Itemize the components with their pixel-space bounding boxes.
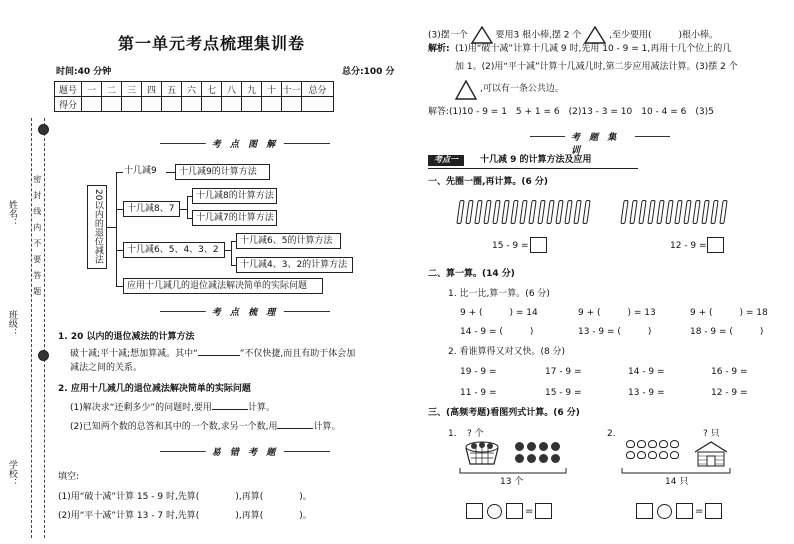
- apple-icon: [539, 454, 548, 463]
- score-input[interactable]: [262, 97, 282, 112]
- operator-circle[interactable]: [487, 504, 502, 519]
- score-input[interactable]: [102, 97, 122, 112]
- score-cell: 题号: [55, 82, 82, 97]
- counting-stick: [483, 200, 491, 224]
- review-heading-1: 1. 20 以内的退位减法的计算方法: [58, 332, 195, 342]
- chick-icon: [637, 451, 646, 459]
- counting-stick: [656, 200, 664, 224]
- fill-blank[interactable]: [277, 428, 313, 429]
- mindmap-root: 20以内的退位减法: [87, 185, 107, 269]
- score-input[interactable]: [182, 97, 202, 112]
- counting-stick: [474, 200, 482, 224]
- mindmap-spine: [116, 172, 117, 286]
- score-input[interactable]: [282, 97, 302, 112]
- apple-icon: [551, 454, 560, 463]
- counting-stick: [647, 200, 655, 224]
- review-text: 破十减;平十减;想加算减。其中“ ”不仅快捷,而且有助于体会加: [70, 349, 356, 359]
- seal-line-inner: [44, 118, 45, 538]
- chick-icon: [670, 440, 679, 448]
- q2-sub2: 2. 看谁算得又对又快。(8 分): [448, 347, 566, 357]
- score-cell: 二: [102, 82, 122, 97]
- q2-item[interactable]: 9 + ( ) = 14: [460, 308, 538, 318]
- name-label: 姓名：: [6, 200, 17, 227]
- score-input[interactable]: [302, 97, 334, 112]
- score-cell: 十: [262, 82, 282, 97]
- answer-text: 解答:(1)10 - 9 = 1 5 + 1 = 6 (2)13 - 3 = 10 10 - 4 = 6 (3)5: [428, 107, 714, 117]
- counting-stick: [665, 200, 673, 224]
- chick-icon: [670, 451, 679, 459]
- q2-item[interactable]: 17 - 9 =: [545, 367, 582, 377]
- apple-icon: [515, 454, 524, 463]
- counting-stick: [710, 200, 718, 224]
- henhouse-icon: [693, 440, 729, 468]
- counting-stick: [674, 200, 682, 224]
- mindmap-node-n4: 应用十几减几的退位减法解决简单的实际问题: [123, 278, 323, 294]
- score-cell: 九: [242, 82, 262, 97]
- q2-item[interactable]: 18 - 9 = ( ): [690, 327, 764, 337]
- binding-hole: [38, 124, 49, 135]
- page-title: 第一单元考点梳理集训卷: [118, 34, 306, 53]
- apple-icon: [551, 442, 560, 451]
- q2-item[interactable]: 15 - 9 =: [545, 388, 582, 398]
- score-cell: 八: [222, 82, 242, 97]
- counting-stick: [510, 200, 518, 224]
- operator-circle[interactable]: [657, 504, 672, 519]
- chick-icon: [648, 451, 657, 459]
- score-cell: 五: [162, 82, 182, 97]
- section-banner-map: 考 点 图 解: [160, 137, 330, 150]
- q2-sub1: 1. 比一比,算一算。(6 分): [448, 289, 550, 299]
- score-cell: 四: [142, 82, 162, 97]
- score-input[interactable]: [82, 97, 102, 112]
- chick-icon: [648, 440, 657, 448]
- counting-stick: [638, 200, 646, 224]
- fill-blank[interactable]: [198, 355, 240, 356]
- q1-title: 一、先圈一圈,再计算。(6 分): [428, 177, 549, 187]
- mindmap-leaf: 十几减4、3、2的计算方法: [236, 257, 353, 273]
- counting-stick: [555, 200, 563, 224]
- answer-box[interactable]: [705, 503, 722, 519]
- apple-icon: [539, 442, 548, 451]
- triangle-icon: [471, 26, 493, 44]
- q3-problem-1-question: ? 个: [467, 429, 484, 439]
- chick-icon: [626, 451, 635, 459]
- answer-box[interactable]: [636, 503, 653, 519]
- q3-problem-1-number: 1.: [448, 429, 457, 439]
- section-banner-training: 考 题 集 训: [530, 130, 670, 143]
- q3-problem-2-question: ? 只: [703, 429, 720, 439]
- mindmap-node-n3: 十几减6、5、4、3、2: [123, 242, 225, 258]
- shared-triangles-icon: [455, 80, 477, 100]
- answer-box[interactable]: [535, 503, 552, 519]
- score-input[interactable]: [162, 97, 182, 112]
- binding-hole: [38, 350, 49, 361]
- analysis-label: 解析:: [428, 44, 450, 54]
- counting-stick: [519, 200, 527, 224]
- triangle-icon: [584, 26, 606, 44]
- score-input[interactable]: [142, 97, 162, 112]
- fill-question-1[interactable]: (1)用“破十减”计算 15 - 9 时,先算( ),再算( )。: [58, 492, 312, 502]
- mindmap-node-n1: 十几减9: [124, 166, 157, 176]
- review-text: (1)解决求“还剩多少”的问题时,要用 计算。: [70, 403, 275, 413]
- mindmap-leaf: 十几减7的计算方法: [192, 210, 277, 226]
- sticks-group-left: [458, 200, 598, 225]
- sticks-group-right: [622, 200, 732, 225]
- counting-stick: [546, 200, 554, 224]
- q3-problem-2-total: 14 只: [665, 477, 689, 487]
- score-input[interactable]: [202, 97, 222, 112]
- apple-icon: [527, 454, 536, 463]
- counting-stick: [701, 200, 709, 224]
- review-text: 减法之间的关系。: [70, 363, 143, 373]
- chick-group: [626, 440, 686, 464]
- score-cell: 十一: [282, 82, 302, 97]
- section-banner-mistakes: 易 错 考 题: [160, 445, 330, 458]
- score-cell: 总分: [302, 82, 334, 97]
- counting-stick: [683, 200, 691, 224]
- q1-equation-right: 12 - 9 =: [670, 241, 707, 251]
- answer-box[interactable]: [707, 237, 724, 253]
- score-cell: 七: [202, 82, 222, 97]
- score-cell: 三: [122, 82, 142, 97]
- fill-question-3: (3)摆一个 要用3 根小棒,摆 2 个 ,至少要用( )根小棒。: [428, 26, 718, 44]
- q2-item[interactable]: 19 - 9 =: [460, 367, 497, 377]
- analysis-line: ,可以有一条公共边。: [480, 84, 564, 94]
- topic-title: 十几减 9 的计算方法及应用: [480, 155, 592, 165]
- review-heading-2: 2. 应用十几减几的退位减法解决简单的实际问题: [58, 384, 251, 394]
- counting-stick: [456, 200, 464, 224]
- counting-stick: [573, 200, 581, 224]
- q3-problem-1-total: 13 个: [500, 477, 524, 487]
- q2-item[interactable]: 13 - 9 =: [628, 388, 665, 398]
- analysis-line: (1)用“破十减”计算十几减 9 时,先用 10 - 9 = 1,再用十几个位上的几: [455, 44, 732, 54]
- q2-item[interactable]: 9 + ( ) = 18: [690, 308, 768, 318]
- score-cell: 六: [182, 82, 202, 97]
- chick-icon: [637, 440, 646, 448]
- answer-box[interactable]: [466, 503, 483, 519]
- equals-sign: =: [695, 506, 704, 517]
- counting-stick: [537, 200, 545, 224]
- q2-item[interactable]: 11 - 9 =: [460, 388, 497, 398]
- q2-item[interactable]: 16 - 9 =: [711, 367, 748, 377]
- apple-icon: [515, 442, 524, 451]
- equals-sign: =: [525, 506, 534, 517]
- chick-icon: [626, 440, 635, 448]
- q2-title: 二、算一算。(14 分): [428, 269, 515, 279]
- fill-title: 填空:: [58, 472, 80, 482]
- counting-stick: [692, 200, 700, 224]
- score-table: [54, 81, 334, 112]
- fill-question-2[interactable]: (2)用“平十减”计算 13 - 7 时,先算( ),再算( )。: [58, 511, 312, 521]
- q2-item[interactable]: 14 - 9 = ( ): [460, 327, 534, 337]
- section-banner-review: 考 点 梳 理: [160, 305, 330, 318]
- counting-stick: [564, 200, 572, 224]
- q2-item[interactable]: 9 + ( ) = 13: [578, 308, 656, 318]
- basket-icon: [462, 440, 502, 466]
- counting-stick: [528, 200, 536, 224]
- fill-blank[interactable]: [212, 409, 248, 410]
- counting-stick: [719, 200, 727, 224]
- topic-badge: 考点一: [428, 155, 464, 166]
- score-cell: 一: [82, 82, 102, 97]
- mindmap-node-n2: 十几减8、7: [123, 201, 180, 217]
- review-text: (2)已知两个数的总答和其中的一个数,求另一个数,用 计算。: [70, 422, 341, 432]
- q2-item[interactable]: 13 - 9 = ( ): [578, 327, 652, 337]
- q2-item[interactable]: 12 - 9 =: [711, 388, 748, 398]
- mindmap-leaf: 十几减8的计算方法: [192, 188, 277, 204]
- counting-stick: [501, 200, 509, 224]
- counting-stick: [492, 200, 500, 224]
- score-input[interactable]: [242, 97, 262, 112]
- apple-icon: [527, 442, 536, 451]
- mindmap-leaf: 十几减6、5的计算方法: [236, 233, 341, 249]
- q3-title: 三、(高频考题)看图列式计算。(6 分): [428, 408, 580, 418]
- class-label: 班级：: [6, 310, 17, 337]
- total-score: 总分:100 分: [342, 67, 395, 77]
- score-cell: 得分: [55, 97, 82, 112]
- chick-icon: [659, 440, 668, 448]
- exam-time: 时间:40 分钟: [56, 67, 112, 77]
- answer-box[interactable]: [530, 237, 547, 253]
- counting-stick: [465, 200, 473, 224]
- chick-icon: [659, 451, 668, 459]
- mindmap-leaf: 十几减9的计算方法: [175, 164, 270, 180]
- fruit-group: [515, 442, 565, 466]
- score-input[interactable]: [122, 97, 142, 112]
- answer-box[interactable]: [676, 503, 693, 519]
- analysis-line: 加 1。(2)用“平十减”计算十几减几时,第二步应用减法计算。(3)摆 2 个: [455, 62, 738, 72]
- seal-text: 密 封 线 内 不 要 答 题: [32, 175, 42, 295]
- answer-box[interactable]: [506, 503, 523, 519]
- counting-stick: [620, 200, 628, 224]
- counting-stick: [582, 200, 590, 224]
- q3-problem-2-number: 2.: [607, 429, 616, 439]
- school-label: 学校：: [6, 460, 17, 487]
- counting-stick: [629, 200, 637, 224]
- q1-equation-left: 15 - 9 =: [492, 241, 529, 251]
- score-input[interactable]: [222, 97, 242, 112]
- q2-item[interactable]: 14 - 9 =: [628, 367, 665, 377]
